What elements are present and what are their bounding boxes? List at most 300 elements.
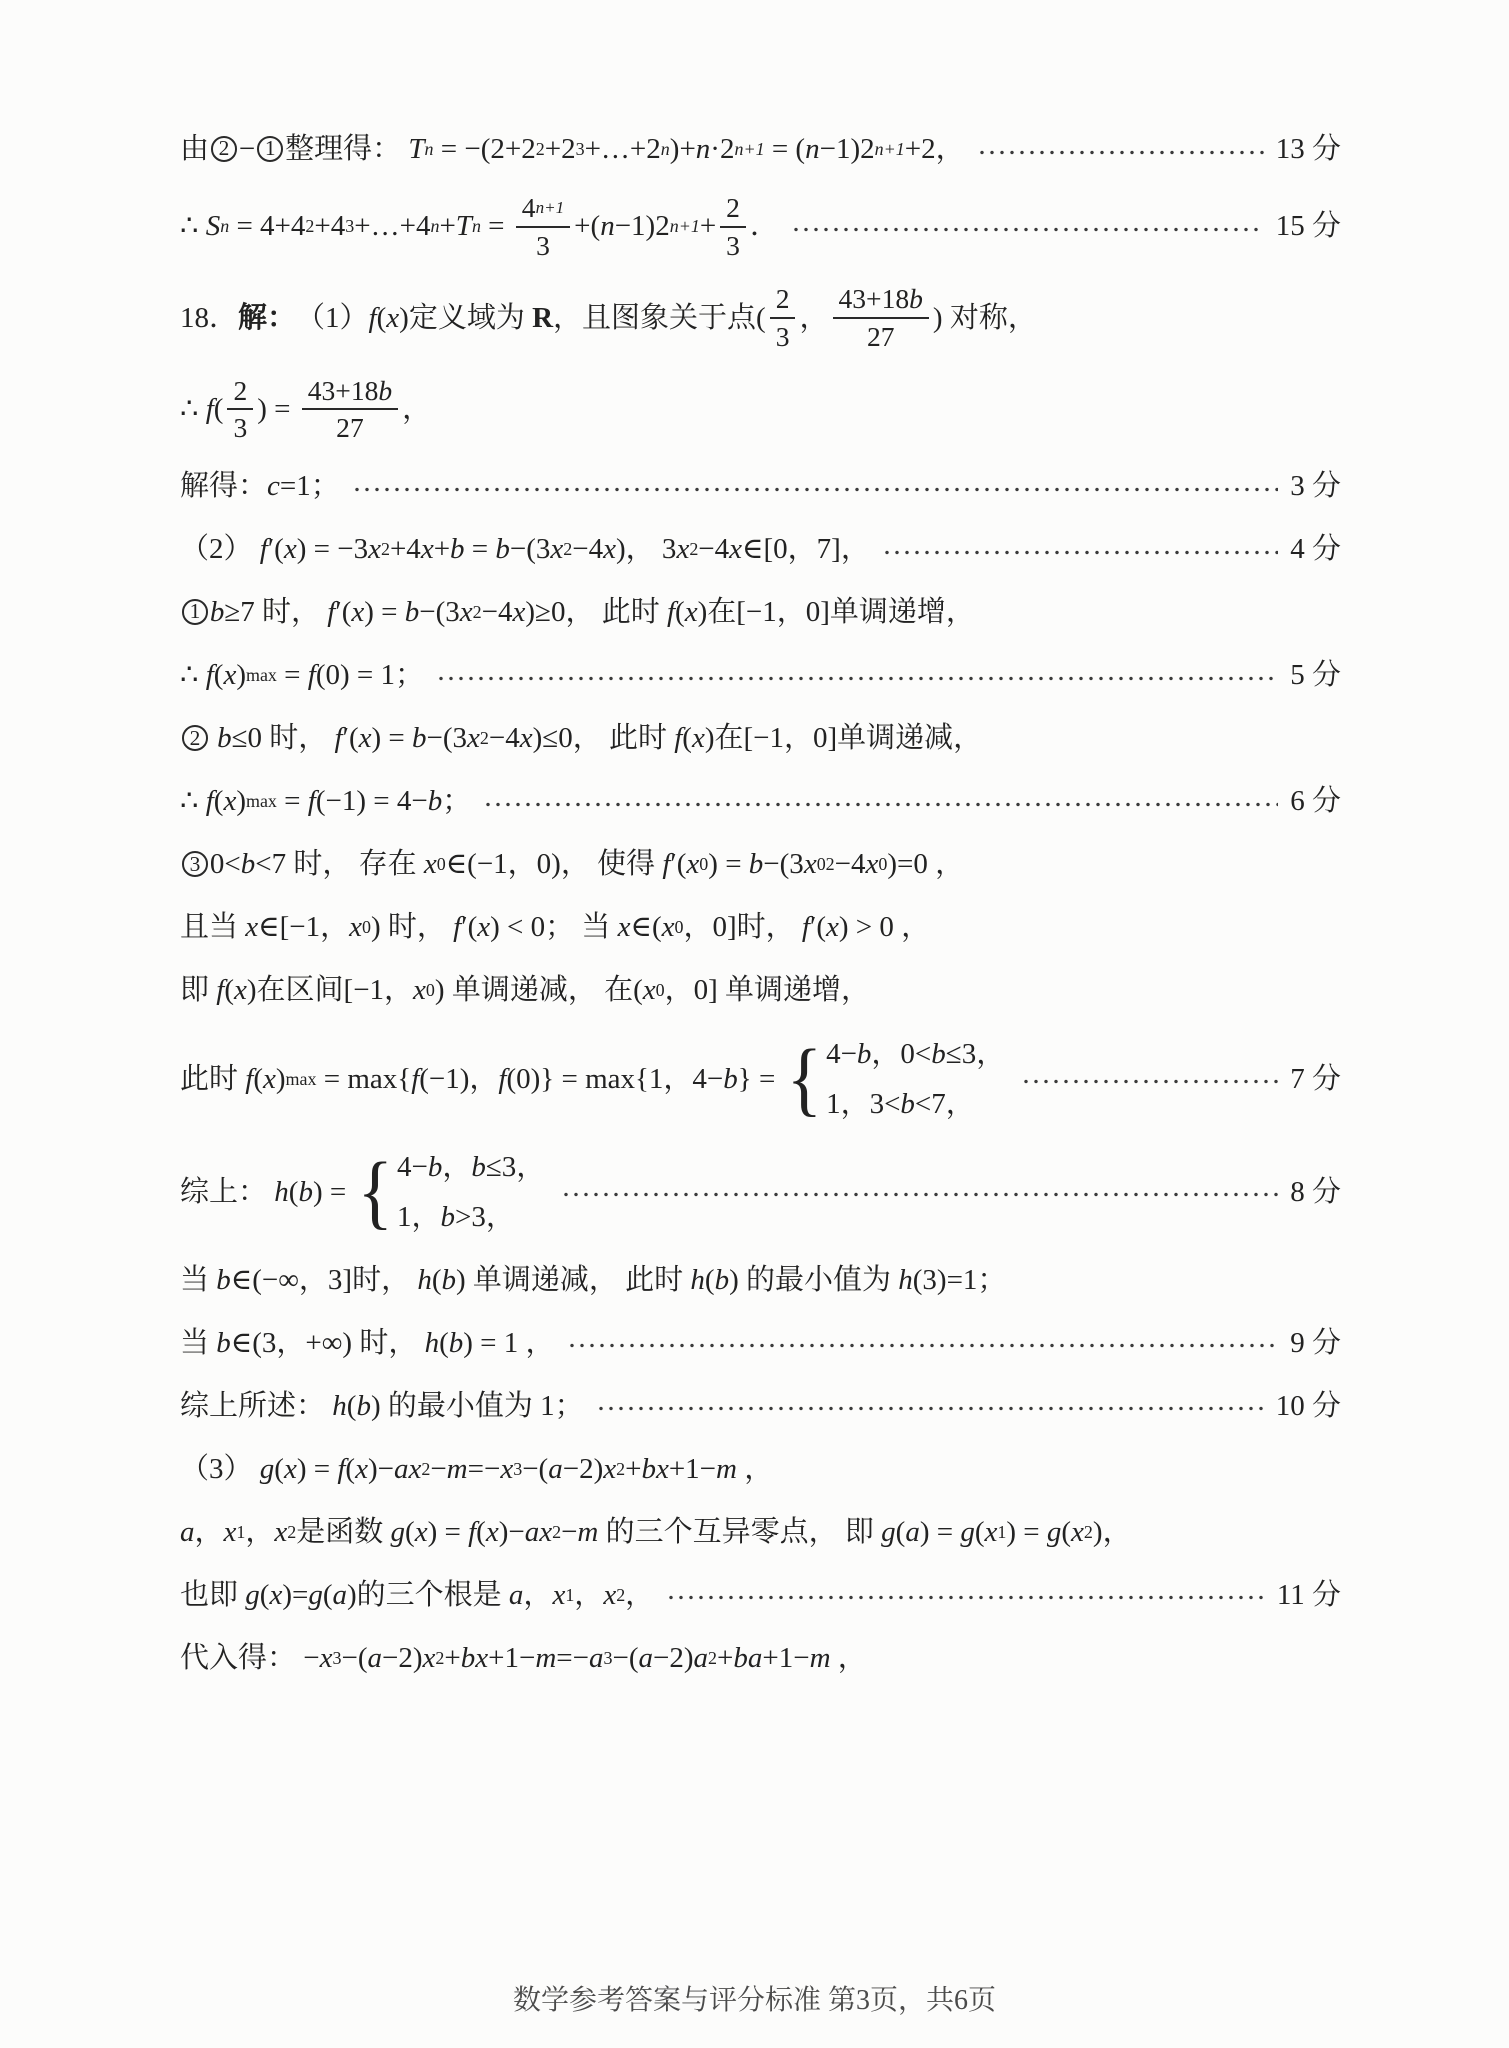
math-var: x (603, 533, 617, 566)
math-var: x (729, 533, 743, 566)
math-var: a (332, 1578, 347, 1611)
math-var: g (1046, 1515, 1062, 1548)
dot-leader (561, 1192, 1278, 1197)
math-text: (0) = 1； (315, 659, 425, 692)
math-var: f (468, 1515, 477, 1548)
math-var: m (535, 1641, 557, 1674)
math-text: )− (498, 1515, 525, 1548)
math-var: f (205, 659, 214, 692)
piecewise-cases (787, 1033, 1006, 1125)
math-var: n (805, 133, 820, 165)
fraction-denominator (861, 319, 901, 353)
math-text: −(3 (509, 533, 551, 566)
subscript: 0 (436, 854, 446, 875)
math-text: ) = (371, 722, 413, 755)
math-var: b (495, 533, 510, 566)
math-var: x (459, 596, 473, 629)
subscript: 0 (425, 980, 435, 1001)
subscript: 0 (699, 854, 709, 875)
math-var: x (223, 659, 237, 692)
math-text: +( (574, 210, 601, 243)
circled-number: 2 (211, 136, 237, 162)
subscript: 0 (816, 854, 826, 875)
line-max-cases (180, 1033, 1341, 1125)
math-var: m (809, 1641, 831, 1674)
superscript: 2 (616, 1458, 626, 1479)
line-f-two-thirds (180, 374, 1341, 444)
math-text: = −(2+2 (433, 133, 536, 165)
score-label: 7 分 (1290, 1062, 1341, 1095)
math-text: = (276, 785, 308, 818)
dot-leader (977, 150, 1264, 155)
math-var: b (356, 1389, 371, 1422)
math-text: 4 (521, 192, 536, 224)
superscript: 3 (332, 1648, 342, 1668)
math-text: ′( (342, 722, 359, 755)
math-text: 27 (336, 412, 364, 444)
math-text: 解得： (180, 470, 268, 503)
math-text: 代入得： − (180, 1641, 320, 1674)
math-text: ， (245, 1515, 275, 1548)
superscript: n+1 (535, 198, 565, 218)
math-text: −( (341, 1641, 368, 1674)
math-var: ba (733, 1641, 763, 1674)
score-label: 4 分 (1290, 533, 1341, 566)
line-sn-result (180, 191, 1341, 261)
math-var: x (550, 533, 564, 566)
math-text: ( (345, 1452, 356, 1485)
math-text: ≤3， (945, 1037, 1006, 1070)
math-var: x (283, 533, 297, 566)
math-var: x (420, 533, 434, 566)
math-text: ) 单调递减， 此时 (456, 1263, 691, 1296)
math-var: ax (524, 1515, 553, 1548)
math-text: ( (213, 392, 224, 425)
math-var: f (674, 722, 683, 755)
math-text: +1− (668, 1452, 717, 1485)
cases-rows (826, 1033, 1005, 1125)
superscript: n+1 (874, 139, 905, 160)
circled-number: 3 (182, 851, 208, 877)
math-var: f (337, 1452, 346, 1485)
math-var: h (424, 1326, 440, 1359)
line-case1-max (180, 654, 1341, 696)
math-text: =1； (279, 470, 340, 503)
subscript: max (285, 1068, 317, 1089)
math-text: ； (442, 785, 472, 818)
subscript: n (424, 139, 434, 160)
superscript: 3 (513, 1458, 523, 1479)
circled-number: 1 (257, 136, 283, 162)
math-text: )在[−1，0]单调递增， (697, 596, 975, 629)
math-text: 0< (209, 848, 241, 881)
math-text: −4 (481, 596, 513, 629)
fraction (833, 282, 929, 352)
math-text: ) = (919, 1515, 961, 1548)
score-label: 5 分 (1290, 659, 1341, 692)
math-text: ) = (427, 1515, 469, 1548)
line-substitute (180, 1637, 1341, 1679)
math-text: )， (1092, 1515, 1132, 1548)
math-var: b (748, 848, 764, 881)
piecewise-cases (357, 1146, 545, 1238)
math-text: )， 3 (616, 533, 677, 566)
cases-row (826, 1083, 975, 1125)
math-text: ∴ (180, 392, 206, 425)
line-monotonic-signs (180, 906, 1341, 948)
math-text: −(3 (763, 848, 804, 881)
math-text: ( (288, 1175, 299, 1208)
math-var: b (714, 1263, 730, 1296)
superscript: 2 (708, 1648, 717, 1668)
score-label: 10 分 (1275, 1389, 1341, 1422)
fraction-denominator (720, 228, 746, 262)
math-text: )的三个根是 (347, 1578, 509, 1611)
math-var: a (508, 1578, 524, 1611)
math-var: S (205, 210, 221, 243)
math-var: b (441, 1263, 456, 1296)
subscript: 0 (362, 917, 371, 938)
math-text: ) (236, 659, 246, 692)
math-text: −1)2 (819, 133, 875, 165)
cases-row (826, 1033, 1005, 1075)
subscript: 2 (287, 1521, 297, 1542)
math-text: ( (704, 1263, 715, 1296)
math-text: ， (799, 301, 829, 334)
math-var: x (467, 722, 480, 755)
math-var: g (245, 1578, 260, 1611)
math-var: b (900, 1087, 915, 1120)
math-var: T (455, 210, 472, 243)
line-monotonic-intervals (180, 969, 1341, 1011)
math-var: x (865, 848, 879, 881)
subscript: n (220, 216, 230, 237)
fraction-numerator (770, 282, 796, 319)
math-var: x (984, 1515, 998, 1548)
score-label: 8 分 (1290, 1175, 1341, 1208)
score-label: 13 分 (1275, 133, 1341, 165)
math-text: 整理得： (285, 133, 409, 165)
math-text: ， (402, 392, 432, 425)
math-var: b (856, 1037, 872, 1070)
document-body (180, 128, 1341, 1679)
math-text: = (464, 533, 496, 566)
math-text: +…+4 (354, 210, 431, 243)
math-var: b (448, 1326, 464, 1359)
math-var: a (548, 1452, 563, 1485)
math-var: x (512, 596, 526, 629)
math-text: +4 (389, 533, 421, 566)
circled-number: 1 (182, 599, 208, 625)
math-var: x (485, 1515, 499, 1548)
math-var: c (267, 470, 280, 503)
math-var: x (349, 911, 362, 944)
math-var: bx (460, 1641, 489, 1674)
math-text: ( (405, 1515, 415, 1548)
math-text: } = (737, 1062, 783, 1095)
math-var: x (414, 1515, 428, 1548)
math-text: + (444, 1641, 461, 1674)
circled-number: 2 (182, 725, 208, 751)
superscript: 2 (305, 216, 315, 237)
math-text: + (625, 1452, 642, 1485)
math-var: h (417, 1263, 432, 1296)
math-var: ax (393, 1452, 422, 1485)
math-text: ∈(3，+∞) 时， (230, 1326, 425, 1359)
superscript: n+1 (734, 139, 765, 160)
math-var: x (1071, 1515, 1084, 1548)
math-var: h (690, 1263, 705, 1296)
math-var: x (691, 722, 705, 755)
math-var: f (666, 596, 676, 629)
math-text: )=0 ， (887, 848, 965, 881)
math-text: ( (213, 659, 224, 692)
math-text: ) = 1 ， (463, 1326, 555, 1359)
subscript: 2 (1083, 1521, 1093, 1542)
subscript: 0 (674, 917, 684, 938)
bold-text: 解： (238, 301, 297, 334)
math-text: ) (275, 1062, 286, 1095)
math-var: x (319, 1641, 333, 1674)
math-var: a (180, 1515, 195, 1548)
line-solve-c (180, 465, 1341, 507)
math-text: ′( (461, 911, 478, 944)
math-text: +1− (762, 1641, 810, 1674)
math-var: g (881, 1515, 896, 1548)
math-text: <7 时， 存在 (255, 848, 424, 881)
math-text: ) = −3 (296, 533, 369, 566)
math-var: a (638, 1641, 653, 1674)
math-text: = (276, 659, 308, 692)
math-text: ∈(−1，0)， 使得 (445, 848, 663, 881)
math-text: +2 (544, 133, 576, 165)
math-var: f (205, 785, 214, 818)
math-text: ≤0 时， (231, 722, 335, 755)
subscript: max (245, 665, 277, 686)
math-var: b (412, 722, 427, 755)
cases-row (397, 1146, 545, 1188)
math-text: 2 (233, 374, 248, 406)
math-var: b (240, 848, 256, 881)
dot-leader (1021, 1079, 1278, 1084)
math-text: ) = (296, 1452, 338, 1485)
math-var: x (368, 533, 381, 566)
line-three-roots (180, 1574, 1341, 1616)
math-var: f (307, 785, 316, 818)
subscript: max (245, 791, 277, 812)
math-var: f (662, 848, 671, 881)
math-var: f (259, 533, 268, 566)
math-var: T (408, 133, 425, 165)
math-text: (−1) = 4− (315, 785, 428, 818)
math-text: ，0]时， (683, 911, 802, 944)
math-var: h (898, 1263, 913, 1296)
math-var: x (413, 974, 426, 1007)
math-text: (0)} = max{1，4− (506, 1062, 724, 1095)
fraction-numerator (516, 191, 570, 228)
math-text: −4 (834, 848, 866, 881)
math-text: 且当 (180, 911, 246, 944)
fraction (227, 374, 253, 444)
math-var: a (367, 1641, 382, 1674)
math-text: 当 (180, 1263, 217, 1296)
math-var: a (905, 1515, 920, 1548)
left-brace: { (357, 1145, 393, 1238)
math-text: 1，3< (826, 1087, 901, 1120)
math-var: f (411, 1062, 420, 1095)
dot-leader (666, 1595, 1265, 1600)
math-text: （2） (180, 533, 260, 566)
math-text: （1） (296, 301, 369, 334)
line-case3 (180, 843, 1341, 885)
math-text: 4− (396, 1150, 428, 1183)
math-text: ( (224, 974, 234, 1007)
math-text: −2) (381, 1641, 423, 1674)
math-var: h (274, 1175, 289, 1208)
math-text: ′( (335, 596, 352, 629)
math-var: x (686, 848, 700, 881)
math-var: x (500, 1452, 514, 1485)
math-text: ( (675, 596, 685, 629)
math-text: −(3 (426, 722, 468, 755)
math-var: n (695, 133, 711, 165)
fraction-denominator (530, 228, 556, 262)
math-text: ) < 0； 当 (490, 911, 618, 944)
math-var: x (269, 1578, 283, 1611)
score-label: 15 分 (1275, 210, 1341, 243)
dot-leader (483, 802, 1278, 807)
math-text: ′( (267, 533, 284, 566)
math-text: )在区间[−1， (246, 974, 414, 1007)
math-var: b (440, 1200, 455, 1233)
superscript: 2 (563, 539, 573, 560)
math-text: 即 (180, 974, 217, 1007)
math-var: x (263, 1062, 276, 1095)
math-text: ，0< (871, 1037, 932, 1070)
math-text: ( (1061, 1515, 1072, 1548)
math-var: a (693, 1641, 708, 1674)
fraction-numerator (227, 374, 253, 411)
math-var: b (216, 1263, 231, 1296)
math-text: ≤3， (485, 1150, 546, 1183)
math-text: ， (625, 1578, 655, 1611)
fraction (770, 282, 796, 352)
math-text: 18． (180, 301, 239, 334)
math-var: b (209, 596, 225, 629)
math-var: f (205, 392, 214, 425)
math-text: ) 的最小值为 1； (370, 1389, 584, 1422)
math-var: m (577, 1515, 599, 1548)
math-text: ，且图象关于点( (553, 301, 766, 334)
math-text: 的三个互异零点， 即 (598, 1515, 882, 1548)
math-var: f (334, 722, 343, 755)
math-var: b (378, 374, 393, 406)
math-text: ∈[−1， (258, 911, 350, 944)
line-q18-part1 (180, 282, 1341, 352)
math-text: +2， (904, 133, 965, 165)
math-text: )≤0， 此时 (532, 722, 675, 755)
superscript: 3 (603, 1648, 613, 1668)
math-text: ( (322, 1578, 333, 1611)
math-text: 3 (775, 321, 790, 353)
line-hb-decreasing (180, 1259, 1341, 1301)
math-var: b (427, 1150, 443, 1183)
superscript: 2 (689, 539, 699, 560)
math-text: −4 (572, 533, 604, 566)
math-var: h (332, 1389, 347, 1422)
math-text: − (430, 1452, 447, 1485)
math-text: 43+18 (838, 283, 910, 315)
math-text: >3， (454, 1200, 515, 1233)
math-var: x (603, 1452, 617, 1485)
superscript: 3 (345, 216, 355, 237)
math-text: + (439, 210, 456, 243)
math-var: x (245, 911, 259, 944)
superscript: 2 (825, 854, 835, 875)
math-text: 2 (726, 192, 740, 224)
superscript: 2 (552, 1521, 562, 1542)
cases-rows (397, 1146, 545, 1238)
fraction (720, 191, 746, 261)
fraction-denominator (227, 410, 253, 444)
math-var: x (684, 596, 698, 629)
math-var: b (471, 1150, 486, 1183)
math-text: ∴ (180, 210, 206, 243)
fraction (302, 374, 398, 444)
math-var: x (358, 722, 372, 755)
fraction-denominator (330, 410, 370, 444)
math-var: f (327, 596, 336, 629)
math-text: <7， (914, 1087, 975, 1120)
line-case2 (180, 717, 1341, 759)
math-text: ∈(−∞，3]时， (230, 1263, 418, 1296)
math-var: x (223, 785, 237, 818)
math-var: f (245, 1062, 254, 1095)
subscript: n (471, 216, 481, 237)
math-text: = (480, 210, 512, 243)
math-text: + (716, 1641, 734, 1674)
math-var: f (368, 301, 377, 334)
math-text: ∴ (180, 785, 206, 818)
math-text: ( (376, 301, 387, 334)
line-three-zeros (180, 1511, 1341, 1553)
math-text: ·2 (710, 133, 735, 165)
math-text: ( (476, 1515, 486, 1548)
math-text: ) = (257, 392, 298, 425)
math-var: x (552, 1578, 566, 1611)
math-var: bx (641, 1452, 669, 1485)
math-text: 也即 (180, 1578, 246, 1611)
math-var: x (661, 911, 675, 944)
math-var: x (283, 1452, 297, 1485)
math-text: )= (282, 1578, 309, 1611)
math-text: )+ (669, 133, 696, 165)
superscript: 2 (421, 1458, 431, 1479)
math-text: ， (523, 1578, 553, 1611)
math-var: b (216, 1326, 231, 1359)
math-text: 是函数 (296, 1515, 391, 1548)
math-var: x (423, 848, 437, 881)
left-brace: { (786, 1032, 823, 1124)
math-text: + (699, 210, 717, 243)
math-var: x (825, 911, 839, 944)
superscript: 2 (435, 1648, 445, 1668)
math-text: = ( (764, 133, 806, 165)
math-text: ( (259, 1578, 270, 1611)
math-text: −(3 (419, 596, 460, 629)
math-var: b (723, 1062, 738, 1095)
superscript: 3 (575, 139, 585, 160)
